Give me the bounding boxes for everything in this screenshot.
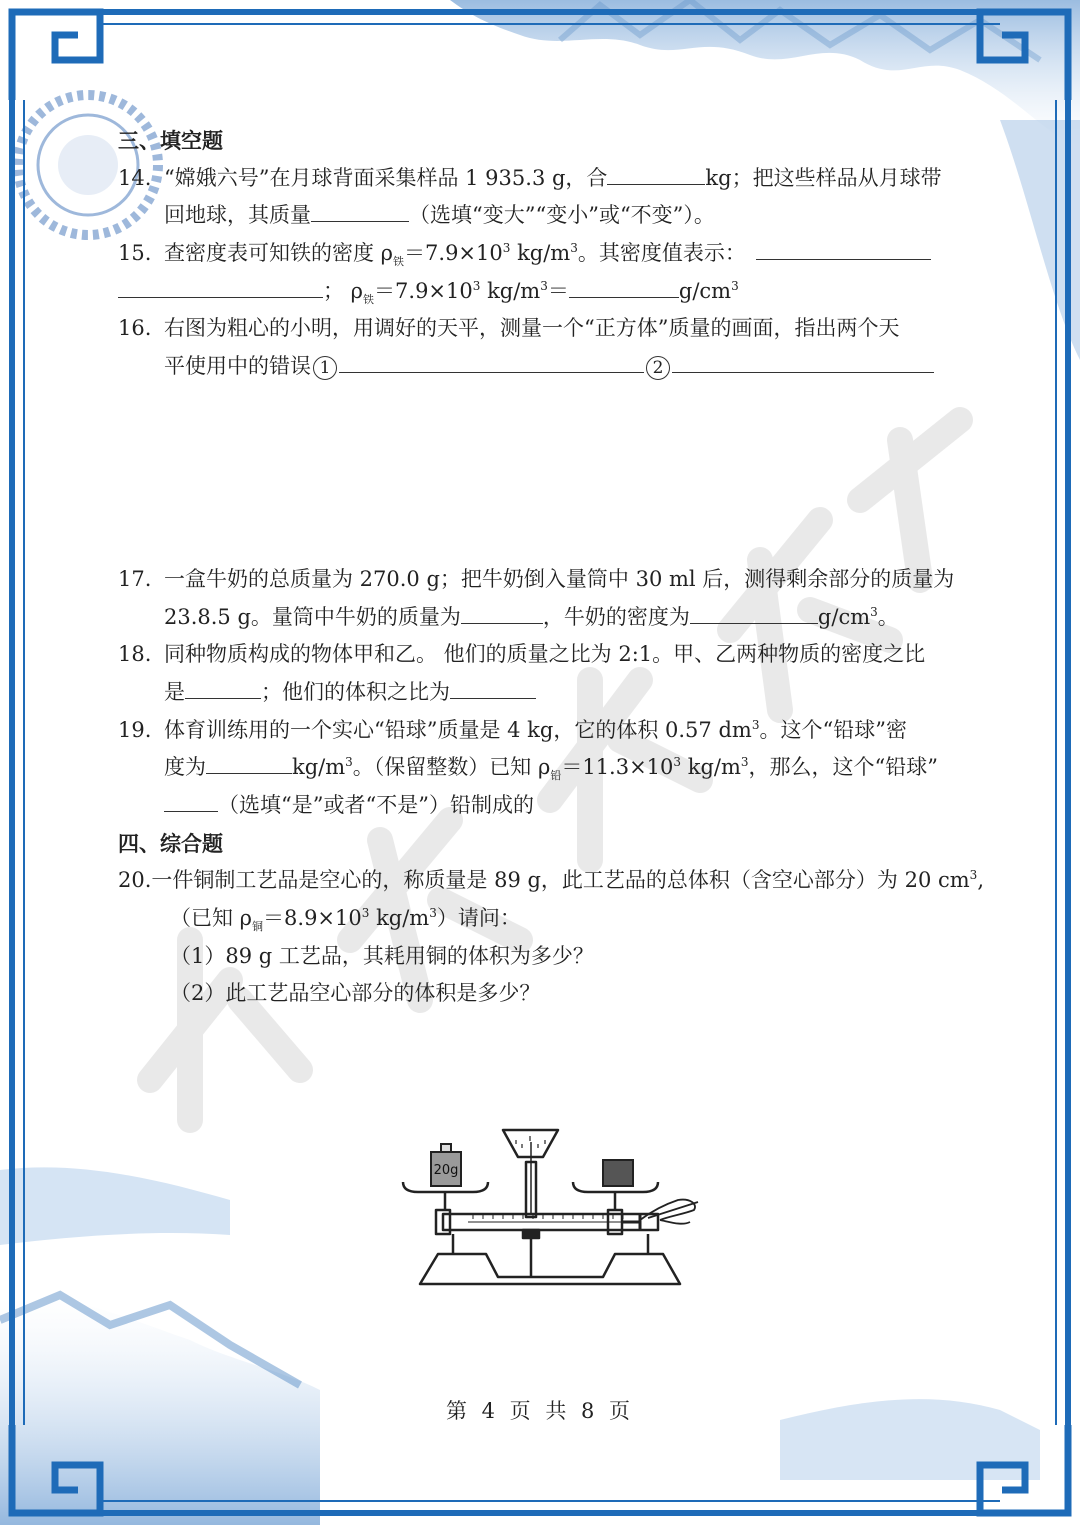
svg-text:20g: 20g [433, 1163, 459, 1178]
question-18-line-1: 18. 同种物质构成的物体甲和乙。 他们的质量之比为 2:1。甲、乙两种物质的密度之比 [118, 636, 978, 674]
blank-space [118, 386, 978, 561]
question-20-part-1: （1）89 g 工艺品，其耗用铜的体积为多少？ [170, 943, 594, 968]
circled-number-2: 2 [646, 356, 670, 380]
question-number: 14. [118, 165, 152, 190]
question-19-line-3: （选填“是”或者“不是”）铅制成的 [118, 787, 978, 825]
answer-blank[interactable] [756, 237, 931, 260]
balance-scale-figure [398, 1122, 708, 1292]
question-15-line-1: 15. 查密度表可知铁的密度 $\rho_铁=7.9\times 10^3$ $kg/m^3$。其密度值表示： [118, 235, 978, 273]
weight-20g [431, 1144, 461, 1186]
question-number: 15. [118, 241, 152, 266]
answer-blank[interactable] [569, 275, 679, 298]
circled-number-1: 1 [313, 356, 337, 380]
question-20-line-2: （已知 $\rho_铜=8.9\times 10^3$ $kg/m^3$）请问： [170, 906, 521, 934]
question-number: 19. [118, 717, 152, 742]
question-14-line-1: 14. “嫦娥六号”在月球背面采集样品 1 935.3 g，合 kg；把这些样品从月球带 [118, 160, 978, 198]
question-18-line-2: 是 ；他们的体积之比为 [118, 674, 978, 712]
hand-with-tweezers [640, 1200, 698, 1224]
question-16-line-1: 16. 右图为粗心的小明，用调好的天平，测量一个“正方体”质量的画面，指出两个天 [118, 310, 978, 348]
answer-blank[interactable] [118, 275, 323, 298]
page-footer: 第 4 页 共 8 页 [445, 1399, 635, 1423]
answer-blank[interactable] [450, 676, 536, 699]
question-number: 16. [118, 316, 152, 341]
balance-base [420, 1254, 680, 1284]
section-title-comprehensive: 四、综合题 [118, 830, 223, 856]
answer-blank[interactable] [311, 199, 409, 222]
question-16-line-2: 平使用中的错误 1 2 [118, 348, 978, 386]
answer-blank[interactable] [206, 751, 292, 774]
question-15-line-2: ； $\rho_铁=7.9\times 10^3$ $kg/m^3= g/cm^3$ [118, 273, 978, 311]
question-17-line-2: 23.8.5 g。量筒中牛奶的质量为 ，牛奶的密度为 $g/cm^3$。 [118, 599, 978, 637]
answer-blank[interactable] [607, 162, 705, 185]
section-title-fill-blank: 三、填空题 [118, 128, 223, 153]
answer-blank[interactable] [164, 789, 218, 812]
question-20-part-2: （2）此工艺品空心部分的体积是多少？ [170, 981, 541, 1006]
question-17-line-1: 17. 一盒牛奶的总质量为 270.0 g；把牛奶倒入量筒中 30 ml 后，测得剩余部分的质量为 [118, 561, 978, 599]
answer-blank[interactable] [339, 350, 644, 373]
cube-object [603, 1160, 633, 1186]
answer-blank[interactable] [672, 350, 934, 373]
question-number: 17. [118, 566, 152, 591]
question-number: 20. [118, 868, 152, 893]
question-19-line-2: 度为 $kg/m^3$。（保留整数）已知 $\rho_铅=11.3\times 10^3$ $kg/m^3$，那么，这个“铅球” [118, 749, 978, 787]
question-content [118, 122, 984, 1013]
answer-blank[interactable] [461, 601, 543, 624]
question-19-line-1: 19. 体育训练用的一个实心“铅球”质量是 4 kg，它的体积 0.57 $dm^3$。这个“铅球”密 [118, 712, 978, 750]
question-14-line-2: 回地球，其质量 （选填“变大”“变小”或“不变”）。 [118, 197, 978, 235]
question-20-line-1: 20.一件铜制工艺品是空心的，称质量是 89 g，此工艺品的总体积（含空心部分）为 20 $cm^3$, [118, 868, 984, 893]
answer-blank[interactable] [185, 676, 261, 699]
answer-blank[interactable] [690, 601, 818, 624]
question-number: 18. [118, 642, 152, 667]
